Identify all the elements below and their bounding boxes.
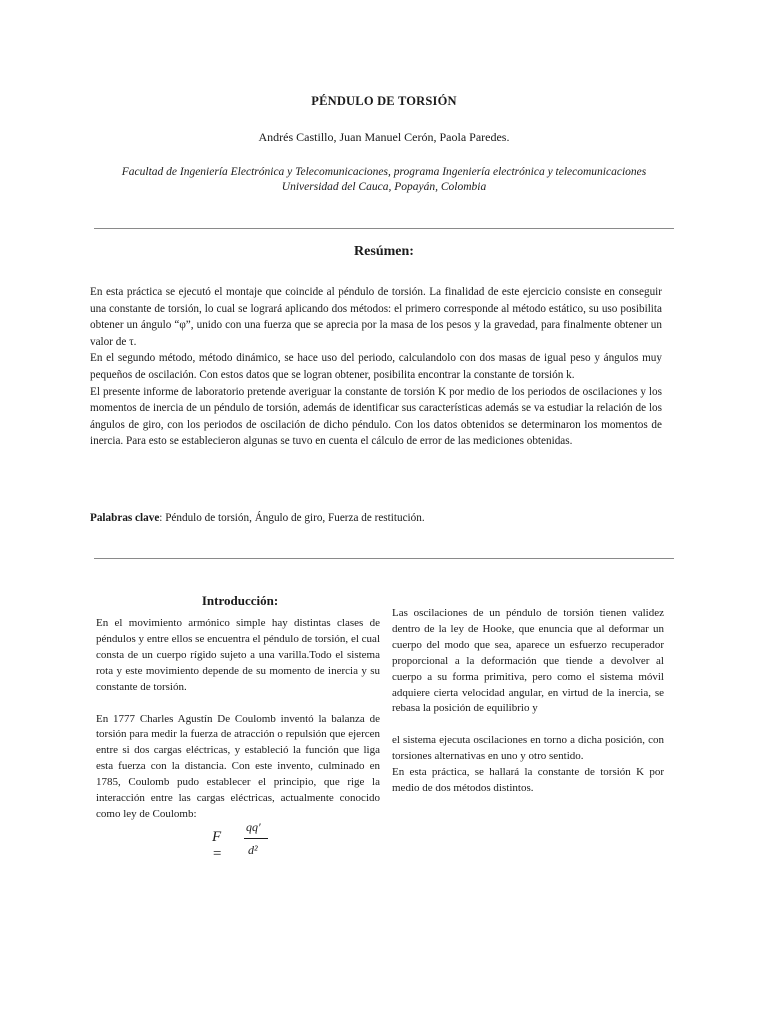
intro-left-column (96, 616, 380, 823)
affiliation-line-2: Universidad del Cauca, Popayán, Colombia (281, 181, 487, 193)
keywords (90, 512, 662, 524)
intro-paragraph: En esta práctica, se hallará la constante de torsión K por medio de dos métodos distintos. (392, 766, 664, 795)
formula-denominator: d² (248, 843, 258, 857)
author-list: Andrés Castillo, Juan Manuel Cerón, Paola Paredes. (258, 130, 510, 144)
fraction-bar (244, 838, 268, 839)
abstract-paragraph: El presente informe de laboratorio pretende averiguar la constante de torsión K por medio de los periodos de oscilaciones y los momentos de inercia de un péndulo de torsión, además de identificar sus características además se va estudiar la relación de los ángulos de giro, con los periodos de oscilación de dicho péndulo. Con los datos obtenidos se determinaron los momentos de inercia. Para esto se establecieron algunas se tuvo en cuenta el cálculo de error de las mediciones obtenidas. (90, 385, 662, 448)
affiliation-line-1: Facultad de Ingeniería Electrónica y Telecomunicaciones, programa Ingeniería electrónica y telecomunicaciones (121, 166, 647, 178)
keywords-text: : Péndulo de torsión, Ángulo de giro, Fuerza de restitución. (159, 512, 425, 524)
intro-paragraph: el sistema ejecuta oscilaciones en torno a dicha posición, con torsiones alternativas en uno y otro sentido. (392, 734, 664, 763)
intro-paragraph: En el movimiento armónico simple hay distintas clases de péndulos y entre ellos se encuentra el péndulo de torsión, el cual consta de un cuerpo rígido sujeto a una varilla.Todo el sistema rota y este movimiento depende de su momento de inercia y su constante de torsión. (96, 617, 380, 693)
keywords-label: Palabras clave (90, 512, 160, 524)
abstract-heading: Resúmen: (354, 244, 414, 259)
abstract-paragraph: En esta práctica se ejecutó el montaje que coincide al péndulo de torsión. La finalidad de este ejercicio consiste en conseguir una constante de torsión, lo cual se logrará aplicando dos métodos: el primero corresponde al método estático, su uso posibilita obtener un ángulo “φ”, unido con una fuerza que se aprecia por la masa de los pesos y la gravedad, para finalmente obtener un valor de τ. (90, 286, 662, 348)
intro-paragraph: Las oscilaciones de un péndulo de torsión tienen validez dentro de la ley de Hooke, que enuncia que al deformar un cuerpo del modo que sea, aparece un esfuerzo recuperador proporcional a la deformación que tiende a devolver al cuerpo a su forma primitiva, pero como el sistema móvil adquiere cierta velocidad angular, en virtud de la inercia, se rebasa la posición de equilibrio y (392, 607, 664, 715)
abstract-body (90, 284, 662, 450)
intro-right-column (392, 606, 664, 797)
abstract-paragraph: En el segundo método, método dinámico, se hace uso del periodo, calculandolo con dos masas de igual peso y ángulos muy pequeños de oscilación. Con estos datos que se logran obtener, posibilita encontrar la constante de torsión k. (90, 352, 662, 381)
introduction-heading: Introducción: (201, 593, 279, 608)
formula-numerator: qq′ (246, 820, 261, 834)
affiliation (80, 165, 688, 195)
paper-title: PÉNDULO DE TORSIÓN (311, 94, 457, 108)
divider-top (94, 228, 674, 229)
intro-paragraph: En 1777 Charles Agustín De Coulomb inventó la balanza de torsión para medir la fuerza de atracción o repulsión que ejercen entre si dos cargas eléctricas, y estableció la función que liga esta fuerza con la distancia. Con este invento, culminado en 1785, Coulomb pudo establecer el principio, que rige la interacción entre las cargas eléctricas, actualmente conocido como ley de Coulomb: (96, 712, 380, 820)
formula-lhs: F = (212, 829, 223, 862)
divider-bottom (94, 558, 674, 559)
